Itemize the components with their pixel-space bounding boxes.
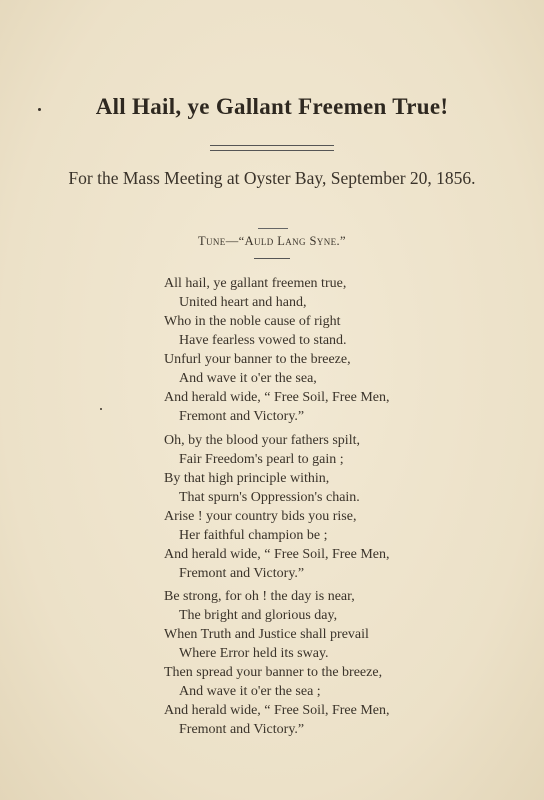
verse-line: Then spread your banner to the breeze, <box>164 665 383 680</box>
verse-line: And wave it o'er the sea ; <box>179 684 321 699</box>
subtitle-separator <box>258 228 288 229</box>
poem-subtitle: For the Mass Meeting at Oyster Bay, September 20, 1856. <box>68 168 476 188</box>
verse-line: Oh, by the blood your fathers spilt, <box>164 433 360 448</box>
verse-line: Be strong, for oh ! the day is near, <box>164 589 355 604</box>
verse-line: By that high principle within, <box>164 471 330 486</box>
verse-line: The bright and glorious day, <box>179 608 338 623</box>
tune-name: Auld Lang Syne <box>244 234 337 248</box>
tune-suffix: .” <box>336 234 347 248</box>
verse-line: Have fearless vowed to stand. <box>179 333 347 348</box>
verse-line: United heart and hand, <box>179 295 307 310</box>
verse-line: When Truth and Justice shall prevail <box>164 627 369 642</box>
verse-line: And wave it o'er the sea, <box>179 371 317 386</box>
verse-line: Fremont and Victory.” <box>179 566 305 581</box>
verse-line: And herald wide, “ Free Soil, Free Men, <box>164 703 390 718</box>
verse-line: Fremont and Victory.” <box>179 722 305 737</box>
verse-line: Arise ! your country bids you rise, <box>164 509 357 524</box>
verse-line: Who in the noble cause of right <box>164 314 341 329</box>
stanza-2 <box>0 431 544 583</box>
verse-line: That spurn's Oppression's chain. <box>179 490 360 505</box>
verse-line: And herald wide, “ Free Soil, Free Men, <box>164 390 390 405</box>
verse-line: And herald wide, “ Free Soil, Free Men, <box>164 547 390 562</box>
tune-prefix: Tune—“ <box>197 234 245 248</box>
tune-line <box>0 234 544 249</box>
title-double-rule <box>210 145 334 151</box>
verse-line: All hail, ye gallant freemen true, <box>164 276 347 291</box>
poem-title: All Hail, ye Gallant Freemen True! <box>95 94 449 119</box>
verse-line: Her faithful champion be ; <box>179 528 328 543</box>
stanza-1 <box>0 274 544 426</box>
verse-line: Fair Freedom's pearl to gain ; <box>179 452 344 467</box>
verse-line: Unfurl your banner to the breeze, <box>164 352 351 367</box>
verse-line: Fremont and Victory.” <box>179 409 305 424</box>
stanza-3 <box>0 587 544 739</box>
verse-line: Where Error held its sway. <box>179 646 329 661</box>
tune-rule <box>254 258 290 259</box>
